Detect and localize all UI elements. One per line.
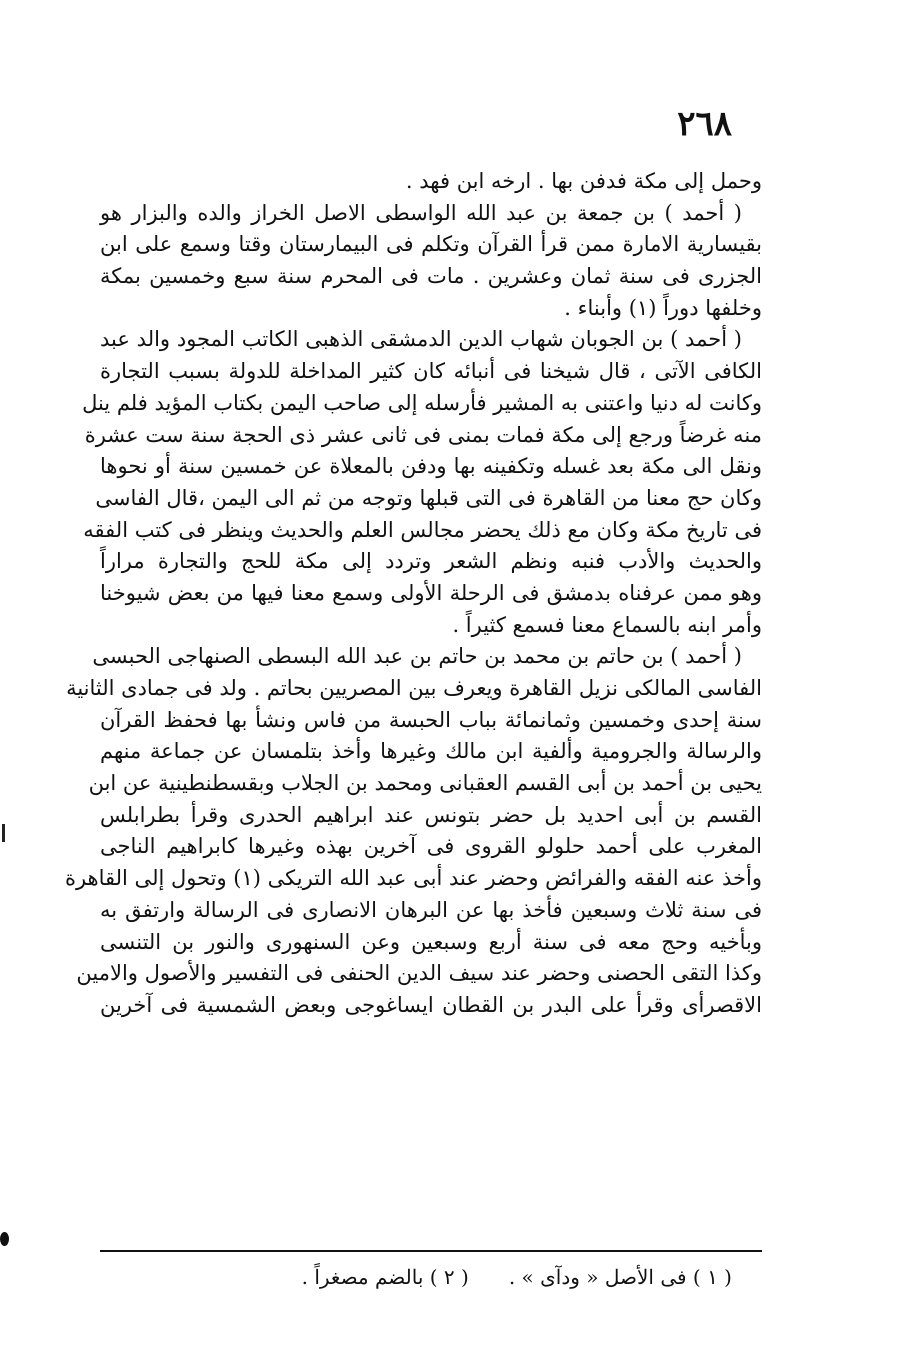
margin-mark	[2, 824, 5, 842]
text-line: الجزرى فى سنة ثمان وعشرين . مات فى المحرم سنة سبع وخمسين بمكة	[100, 264, 762, 289]
text-line: منه غرضاً ورجع إلى مكة فمات بمنى فى ثانى عشر ذى الحجة سنة ست عشرة	[84, 422, 762, 447]
text-line: ( أحمد ) بن الجوبان شهاب الدين الدمشقى الذهبى الكاتب المجود والد عبد	[100, 327, 742, 352]
text-line: ونقل الى مكة بعد غسله وتكفينه بها ودفن بالمعلاة عن خمسين سنة أو نحوها	[100, 454, 762, 479]
text-line: وحمل إلى مكة فدفن بها . ارخه ابن فهد .	[405, 169, 762, 193]
text-line: وخلفها دوراً (١) وأبناء .	[564, 295, 762, 320]
book-page	[64, 100, 762, 1330]
text-line: والرسالة والجرومية وألفية ابن مالك وغيرها وأخذ بتلمسان عن جماعة منهم	[100, 739, 762, 764]
text-line: وأخذ عنه الفقه والفرائض وحضر عند أبى عبد الله التريكى (١) وتحول إلى القاهرة	[64, 866, 762, 891]
text-line: القسم بن أبى احديد بل حضر بتونس عند ابراهيم الحدرى وقرأ بطرابلس	[100, 802, 762, 827]
page-number: ٢٦٨	[677, 104, 732, 144]
footnotes	[200, 1262, 732, 1292]
text-line: وكانت له دنيا واعتنى به المشير فأرسله إلى صاحب اليمن بكتاب المؤيد فلم ينل	[82, 390, 762, 415]
footnote-divider	[100, 1250, 762, 1252]
margin-dot	[0, 1232, 9, 1246]
text-line: وبأخيه وحج معه فى سنة أربع وسبعين وعن السنهورى والنور بن التنسى	[100, 929, 762, 954]
text-line: الاقصرأى وقرأ على البدر بن القطان ايساغوجى وبعض الشمسية فى آخرين	[100, 992, 762, 1017]
text-line: ( أحمد ) بن جمعة بن عبد الله الواسطى الاصل الخراز والده والبزار هو	[100, 200, 742, 225]
text-line: وكذا التقى الحصنى وحضر عند سيف الدين الحنفى فى التفسير والأصول والامين	[76, 961, 762, 986]
text-line: الكافى الآتى ، قال شيخنا فى أنبائه كان كثير المداخلة للدولة بسبب التجارة	[100, 359, 762, 384]
text-line: بقيسارية الامارة ممن قرأ القرآن وتكلم فى البيمارستان وقتا وسمع على ابن	[100, 232, 762, 257]
text-line: فى سنة ثلاث وسبعين فأخذ بها عن البرهان الانصارى فى الرسالة وارتفق به	[100, 897, 762, 922]
text-line: الفاسى المالكى نزيل القاهرة ويعرف بين المصريين بحاتم . ولد فى جمادى الثانية	[66, 676, 762, 700]
text-line: والحديث والأدب فنبه ونظم الشعر وتردد إلى مكة للحج والتجارة مراراً	[100, 549, 762, 574]
text-line: سنة إحدى وخمسين وثمانمائة بباب الحبسة من فاس ونشأ بها فحفظ القرآن	[100, 707, 762, 732]
text-line: وهو ممن عرفناه بدمشق فى الرحلة الأولى وسمع معنا فيها من بعض شيوخنا	[100, 580, 762, 605]
text-line: وكان حج معنا من القاهرة فى التى قبلها وتوجه من ثم الى اليمن ،قال الفاسى	[95, 485, 762, 510]
text-line: وأمر ابنه بالسماع معنا فسمع كثيراً .	[452, 612, 762, 637]
text-line: فى تاريخ مكة وكان مع ذلك يحضر مجالس العلم والحديث وينظر فى كتب الفقه	[83, 517, 762, 542]
footnote-1: ( ١ ) فى الأصل « ودآى » .	[508, 1265, 732, 1289]
footnote-2: ( ٢ ) بالضم مصغراً .	[301, 1265, 469, 1289]
text-line: يحيى بن أحمد بن أبى القسم العقبانى ومحمد بن الجلاب وبقسطنطينية عن ابن	[88, 771, 762, 796]
text-line: ( أحمد ) بن حاتم بن محمد بن حاتم بن عبد الله البسطى الصنهاجى الحبسى	[92, 644, 742, 669]
main-text	[64, 166, 762, 1022]
text-line: المغرب على أحمد حلولو القروى فى آخرين بهذه وغيرها كابراهيم الناجى	[100, 834, 762, 859]
